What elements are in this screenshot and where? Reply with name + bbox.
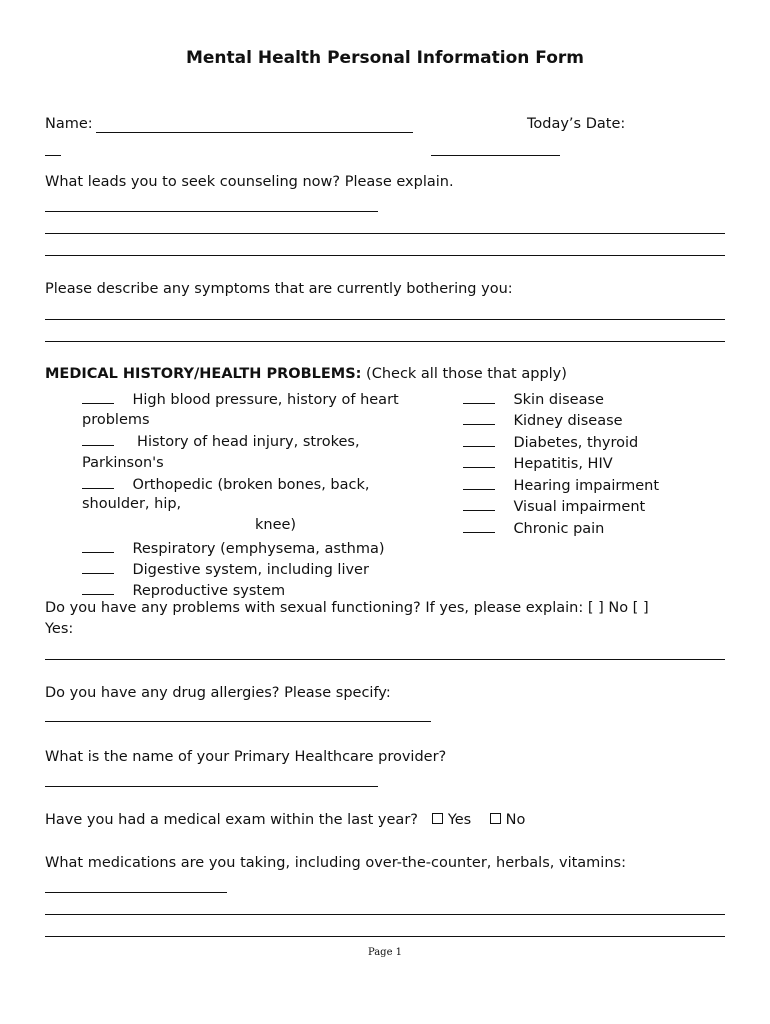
question-primary-provider: What is the name of your Primary Healthcare provider? (45, 749, 447, 765)
check-blank[interactable] (463, 520, 495, 533)
medical-item-label-continued: knee) (255, 517, 297, 533)
check-blank[interactable] (82, 561, 114, 574)
medical-item[interactable] (463, 434, 638, 451)
medical-item[interactable] (463, 498, 645, 515)
answer-line[interactable] (45, 659, 725, 660)
answer-line[interactable] (45, 786, 378, 787)
medical-item-label-continued: shoulder, hip, (82, 496, 182, 512)
medical-item[interactable] (463, 477, 659, 494)
question-medical-exam: Have you had a medical exam within the last year? (45, 812, 418, 828)
medical-item-label: Orthopedic (broken bones, back, (132, 477, 370, 493)
medical-item-label: Reproductive system (132, 583, 286, 599)
medical-item-label: Diabetes, thyroid (513, 435, 639, 451)
check-blank[interactable] (463, 391, 495, 404)
check-blank[interactable] (463, 455, 495, 468)
name-field-continuation-line[interactable] (45, 155, 61, 156)
medical-history-heading-row (45, 366, 567, 382)
medical-history-heading: MEDICAL HISTORY/HEALTH PROBLEMS: (45, 366, 362, 382)
check-blank[interactable] (82, 582, 114, 595)
answer-line[interactable] (45, 936, 725, 937)
check-blank[interactable] (82, 476, 114, 489)
medical-item-label-continued: Parkinson's (82, 455, 164, 471)
medical-item-label: Hepatitis, HIV (513, 456, 613, 472)
answer-line[interactable] (45, 341, 725, 342)
medical-history-instruction: (Check all those that apply) (366, 366, 567, 382)
form-title: Mental Health Personal Information Form (185, 48, 584, 68)
question-medical-exam-row (45, 812, 525, 828)
page-number: Page 1 (367, 947, 403, 958)
medical-item-label: Hearing impairment (513, 478, 660, 494)
exam-yes-checkbox[interactable] (432, 813, 443, 824)
medical-item[interactable] (463, 520, 604, 537)
answer-line[interactable] (45, 233, 725, 234)
medical-item[interactable] (82, 433, 360, 450)
check-blank[interactable] (82, 433, 114, 446)
answer-line[interactable] (45, 211, 378, 212)
check-blank[interactable] (82, 391, 114, 404)
answer-line[interactable] (45, 255, 725, 256)
medical-item[interactable] (463, 412, 623, 429)
medical-item-label-continued: problems (82, 412, 150, 428)
medical-item-label: Kidney disease (513, 413, 623, 429)
medical-item[interactable] (82, 561, 369, 578)
question-drug-allergies: Do you have any drug allergies? Please specify: (45, 685, 391, 701)
medical-item[interactable] (463, 455, 613, 472)
check-blank[interactable] (463, 412, 495, 425)
name-field-line[interactable] (96, 132, 413, 133)
medical-item-label: Skin disease (513, 392, 604, 408)
question-sexual-functioning: Do you have any problems with sexual functioning? If yes, please explain: [ ] No [ ] (45, 600, 649, 616)
name-label: Name: (45, 116, 93, 132)
check-blank[interactable] (463, 434, 495, 447)
medical-item[interactable] (82, 476, 370, 493)
question-medications: What medications are you taking, including over-the-counter, herbals, vitamins: (45, 855, 626, 871)
answer-line[interactable] (45, 721, 431, 722)
question-symptoms: Please describe any symptoms that are currently bothering you: (45, 281, 513, 297)
exam-no-label: No (505, 812, 526, 828)
medical-item-label: Chronic pain (513, 521, 605, 537)
medical-item[interactable] (82, 540, 385, 557)
check-blank[interactable] (463, 498, 495, 511)
answer-line[interactable] (45, 319, 725, 320)
answer-line[interactable] (45, 892, 227, 893)
exam-yes-label: Yes (447, 812, 472, 828)
question-seek-counseling: What leads you to seek counseling now? Please explain. (45, 174, 454, 190)
answer-line[interactable] (45, 914, 725, 915)
medical-item[interactable] (82, 582, 285, 599)
medical-item-label: History of head injury, strokes, (137, 434, 360, 450)
date-field-line[interactable] (431, 155, 560, 156)
medical-item-label: Visual impairment (513, 499, 646, 515)
exam-no-checkbox[interactable] (490, 813, 501, 824)
check-blank[interactable] (82, 540, 114, 553)
date-label: Today’s Date: (527, 116, 626, 132)
sexual-yes-label: Yes: (45, 621, 74, 637)
medical-item[interactable] (82, 391, 399, 408)
medical-item[interactable] (463, 391, 604, 408)
check-blank[interactable] (463, 477, 495, 490)
medical-item-label: Digestive system, including liver (132, 562, 369, 578)
medical-item-label: High blood pressure, history of heart (132, 392, 399, 408)
medical-item-label: Respiratory (emphysema, asthma) (132, 541, 385, 557)
